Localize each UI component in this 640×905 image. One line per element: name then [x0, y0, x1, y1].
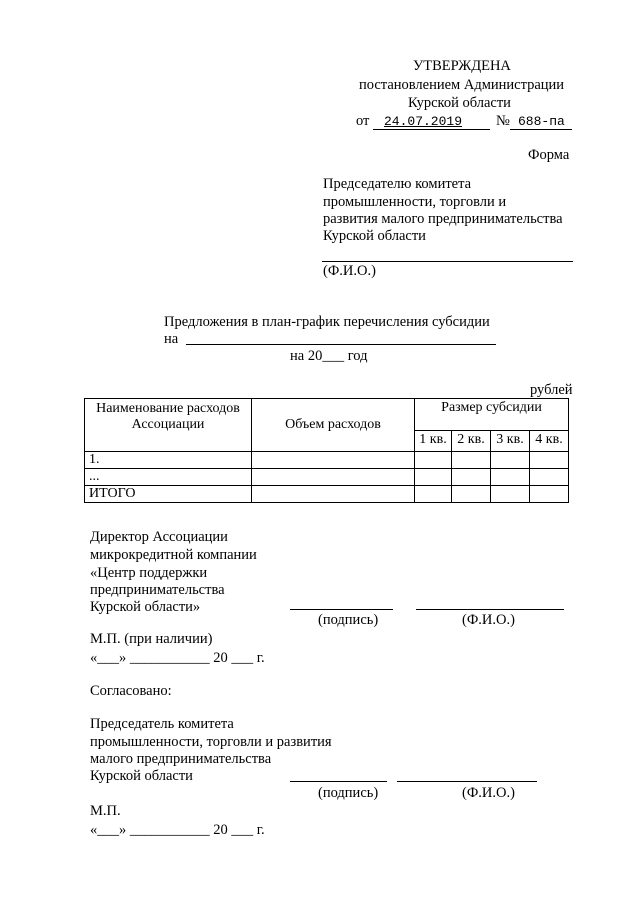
- approval-line-2: Курской области: [408, 95, 511, 111]
- approval-number-underline: [510, 129, 572, 130]
- director-line-2: микрокредитной компании: [90, 547, 257, 563]
- director-line-1: Директор Ассоциации: [90, 529, 228, 545]
- director-line-5: Курской области»: [90, 599, 201, 615]
- col-header-name: [85, 399, 252, 452]
- director-fio-line: [416, 609, 564, 610]
- approval-date-underline: [373, 129, 490, 130]
- agreed-label: Согласовано:: [90, 683, 172, 699]
- agreed-stamp: М.П.: [90, 803, 121, 819]
- cell: [530, 469, 569, 486]
- cell: [530, 486, 569, 503]
- cell: [452, 486, 491, 503]
- director-signature-line: [290, 609, 393, 610]
- cell: [452, 452, 491, 469]
- col-header-name-l1: Наименование расходов: [96, 401, 240, 416]
- director-line-4: предпринимательства: [90, 582, 225, 598]
- agreed-date-line: «___» ___________ 20 ___ г.: [90, 822, 265, 838]
- approval-date-value: 24.07.2019: [384, 114, 463, 129]
- table-row: [85, 469, 569, 486]
- addressee-line-2: промышленности, торговли и: [323, 194, 507, 210]
- cell: [415, 469, 452, 486]
- agreed-signature-label: (подпись): [318, 785, 379, 801]
- addressee-line-3: развития малого предпринимательства: [323, 211, 563, 227]
- doc-title-prefix: на: [164, 331, 179, 347]
- cell: [252, 452, 415, 469]
- addressee-fio-label: (Ф.И.О.): [323, 263, 376, 279]
- approval-date-prefix: от: [356, 113, 370, 129]
- director-fio-label: (Ф.И.О.): [462, 612, 515, 628]
- row-label: ...: [85, 469, 252, 486]
- approval-number-value: 688-па: [518, 114, 565, 129]
- director-date-line: «___» ___________ 20 ___ г.: [90, 650, 265, 666]
- addressee-line-4: Курской области: [323, 228, 426, 244]
- subsidy-table: [84, 398, 569, 503]
- cell: [252, 486, 415, 503]
- agreed-fio-line: [397, 781, 537, 782]
- approval-title: УТВЕРЖДЕНА: [413, 58, 511, 74]
- table-row: [85, 452, 569, 469]
- director-line-3: «Центр поддержки: [90, 565, 208, 581]
- cell: [491, 486, 530, 503]
- director-stamp: М.П. (при наличии): [90, 631, 213, 647]
- doc-title-year: на 20___ год: [290, 348, 368, 364]
- form-label: Форма: [528, 147, 570, 163]
- col-header-q2: 2 кв.: [452, 430, 491, 451]
- col-header-name-l2: Ассоциации: [131, 417, 205, 432]
- agreed-line-2: промышленности, торговли и развития: [90, 734, 332, 750]
- row-label: ИТОГО: [85, 486, 252, 503]
- col-header-q3: 3 кв.: [491, 430, 530, 451]
- col-header-subsidy: Размер субсидии: [415, 399, 569, 431]
- cell: [415, 486, 452, 503]
- agreed-signature-line: [290, 781, 387, 782]
- cell: [530, 452, 569, 469]
- approval-line-1: постановлением Администрации: [359, 77, 565, 93]
- table-units: рублей: [530, 382, 573, 398]
- agreed-line-3: малого предпринимательства: [90, 751, 272, 767]
- approval-number-prefix: №: [496, 113, 510, 129]
- col-header-q1: 1 кв.: [415, 430, 452, 451]
- agreed-line-4: Курской области: [90, 768, 193, 784]
- cell: [491, 469, 530, 486]
- doc-title-line-1: Предложения в план-график перечисления субсидии: [164, 314, 490, 330]
- col-header-q4: 4 кв.: [530, 430, 569, 451]
- col-header-volume: Объем расходов: [252, 399, 415, 452]
- cell: [491, 452, 530, 469]
- cell: [452, 469, 491, 486]
- row-label: 1.: [85, 452, 252, 469]
- doc-title-line: [186, 344, 496, 345]
- addressee-fio-line: [322, 261, 573, 262]
- agreed-line-1: Председатель комитета: [90, 716, 234, 732]
- cell: [415, 452, 452, 469]
- addressee-line-1: Председателю комитета: [323, 176, 472, 192]
- cell: [252, 469, 415, 486]
- agreed-fio-label: (Ф.И.О.): [462, 785, 515, 801]
- table-row: [85, 486, 569, 503]
- director-signature-label: (подпись): [318, 612, 379, 628]
